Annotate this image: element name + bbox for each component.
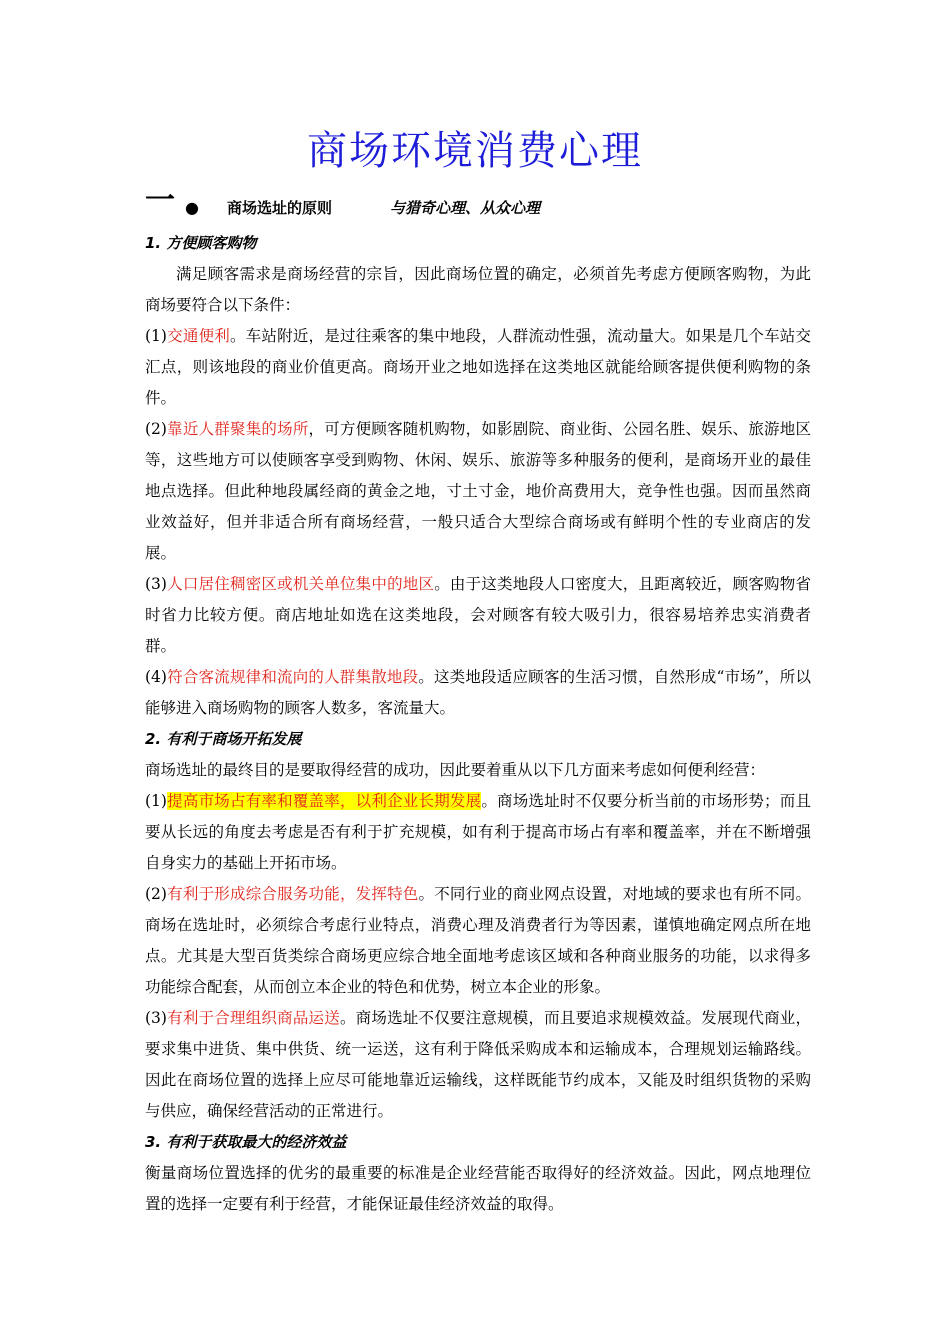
item-text: 。这类地段适应顾客的生活习惯，自然形成“市场”，所以能够进入商场购物的顾客人数多，客流量大。 xyxy=(145,668,811,717)
section-subheading: 与猎奇心理、从众心理 xyxy=(390,199,541,217)
paragraph-intro-2: 商场选址的最终目的是要取得经营的成功，因此要着重从以下几方面来考虑如何便利经营： xyxy=(145,761,766,779)
list-item xyxy=(145,321,811,414)
item-key-phrase: 人口居住稠密区或机关单位集中的地区 xyxy=(166,575,435,593)
item-number: (2) xyxy=(145,885,167,903)
item-number: (3) xyxy=(145,575,167,593)
item-text: 。车站附近，是过往乘客的集中地段，人群流动性强，流动量大。如果是几个车站交汇点，则该地段的商业价值更高。商场开业之地如选择在这类地区就能给顾客提供便利购物的条件。 xyxy=(145,327,811,407)
item-number: (1) xyxy=(145,327,167,345)
list-item xyxy=(145,414,811,569)
document-title: 商场环境消费心理 xyxy=(307,128,643,174)
paragraph-3: 衡量商场位置选择的优劣的最重要的标准是企业经营能否取得好的经济效益。因此，网点地理位置的选择一定要有利于经营，才能保证最佳经济效益的取得。 xyxy=(145,1164,811,1213)
item-text: 。由于这类地段人口密度大，且距离较近，顾客购物省时省力比较方便。商店地址如选在这类地段，会对顾客有较大吸引力，很容易培养忠实消费者群。 xyxy=(145,575,811,655)
subheading-2: 2. 有利于商场开拓发展 xyxy=(145,730,302,748)
item-key-phrase: 靠近人群聚集的场所 xyxy=(166,420,309,438)
document-body xyxy=(145,228,811,1220)
highlighted-key-phrase: 提高市场占有率和覆盖率，以利企业长期发展 xyxy=(166,792,482,810)
section-heading: 商场选址的原则 xyxy=(227,199,333,217)
list-item xyxy=(145,662,811,724)
list-item xyxy=(145,1003,811,1127)
item-text: 。不同行业的商业网点设置，对地域的要求也有所不同。商场在选址时，必须综合考虑行业特点，消费心理及消费者行为等因素，谨慎地确定网点所在地点。尤其是大型百货类综合商场更应综合地全面地考虑该区域和各种商业服务的功能，以求得多功能综合配套，从而创立本企业的特色和优势，树立本企业的形象。 xyxy=(145,885,811,996)
item-number: (3) xyxy=(145,1009,167,1027)
paragraph-intro-1: 满足顾客需求是商场经营的宗旨，因此商场位置的确定，必须首先考虑方便顾客购物，为此商场要符合以下条件： xyxy=(145,265,811,314)
item-key-phrase: 符合客流规律和流向的人群集散地段 xyxy=(166,668,419,686)
section-number: 一 xyxy=(145,183,175,218)
item-text: ，可方便顾客随机购物，如影剧院、商业街、公园名胜、娱乐、旅游地区等，这些地方可以使顾客享受到购物、休闲、娱乐、旅游等多种服务的便利，是商场开业的最佳地点选择。但此种地段属经商的黄金之地，寸土寸金，地价高费用大，竞争性也强。因而虽然商业效益好，但并非适合所有商场经营，一般只适合大型综合商场或有鲜明个性的专业商店的发展。 xyxy=(145,420,811,562)
item-text: 。商场选址不仅要注意规模，而且要追求规模效益。发展现代商业，要求集中进货、集中供货、统一运送，这有利于降低采购成本和运输成本，合理规划运输路线。因此在商场位置的选择上应尽可能地靠近运输线，这样既能节约成本，又能及时组织货物的采购与供应，确保经营活动的正常进行。 xyxy=(145,1009,811,1120)
item-number: (2) xyxy=(145,420,167,438)
item-key-phrase: 交通便利 xyxy=(166,327,231,345)
bullet-icon: ● xyxy=(185,198,199,217)
subheading-3: 3. 有利于获取最大的经济效益 xyxy=(145,1133,347,1151)
item-key-phrase: 有利于合理组织商品运送 xyxy=(166,1009,340,1027)
item-number: (1) xyxy=(145,792,167,810)
item-key-phrase: 有利于形成综合服务功能，发挥特色 xyxy=(166,885,419,903)
list-item xyxy=(145,879,811,1003)
list-item xyxy=(145,569,811,662)
section-heading-row xyxy=(145,183,845,226)
item-text: 。商场选址时不仅要分析当前的市场形势；而且要从长远的角度去考虑是否有利于扩充规模，如有利于提高市场占有率和覆盖率，并在不断增强自身实力的基础上开拓市场。 xyxy=(145,792,811,872)
subheading-1: 1. 方便顾客购物 xyxy=(145,234,257,252)
item-number: (4) xyxy=(145,668,167,686)
list-item xyxy=(145,786,811,879)
